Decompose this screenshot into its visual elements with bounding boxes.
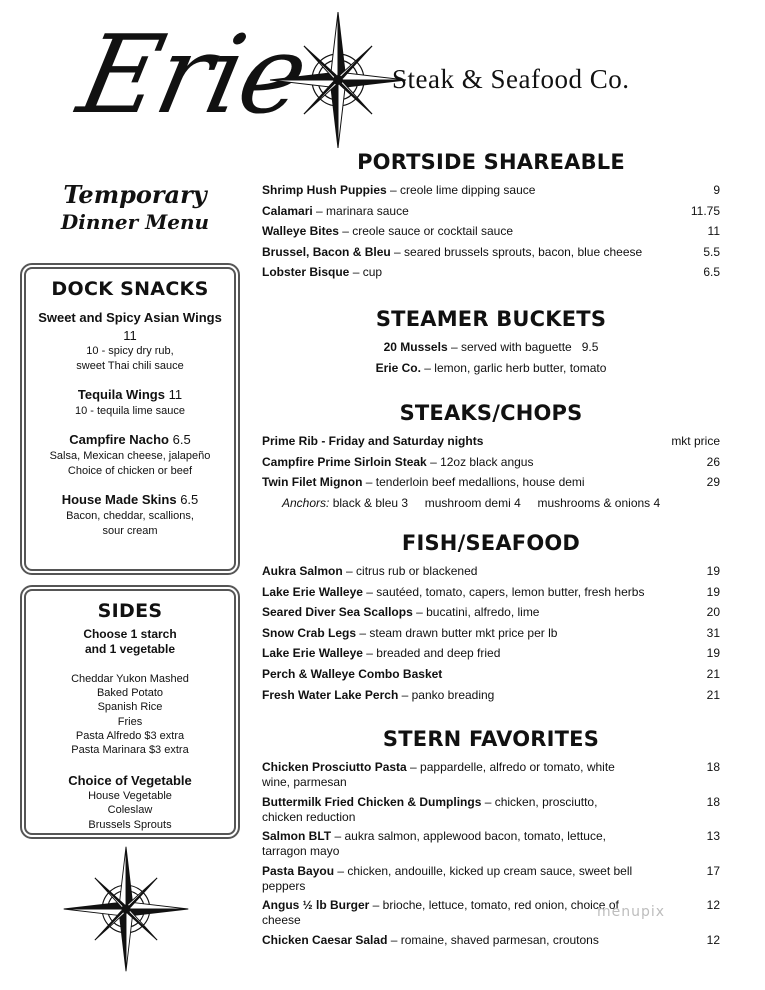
item-price: 19	[706, 646, 720, 661]
menu-row	[262, 434, 720, 449]
menu-row	[262, 455, 720, 470]
starch-item: Baked Potato	[96, 687, 164, 700]
menu-row	[262, 204, 720, 219]
starch-item: Pasta Marinara $3 extra	[71, 744, 189, 757]
menu-row	[262, 795, 720, 825]
menu-subtitle	[40, 180, 230, 235]
fish-section	[262, 531, 720, 708]
item-name: Snow Crab Legs	[262, 625, 357, 640]
menu-row	[262, 265, 720, 280]
item-desc: – chicken, andouille, kicked up cream sauce, sweet bell peppers	[262, 863, 633, 893]
snack-price: 11	[123, 327, 137, 343]
snack-price: 6.5	[180, 491, 199, 507]
menu-row	[262, 340, 720, 355]
item-desc: – panko breading	[398, 687, 495, 702]
item-desc: – marinara sauce	[312, 203, 409, 218]
item-desc: – chicken, prosciutto, chicken reduction	[262, 794, 598, 824]
logo-script-title: Erie	[68, 13, 317, 138]
item-price: 19	[706, 564, 720, 578]
snack-item	[26, 386, 234, 419]
item-price: 21	[706, 687, 720, 702]
sides-title: SIDES	[97, 600, 163, 622]
sides-subtitle-line: Choose 1 starch	[83, 626, 177, 641]
anchors-text: black & bleu 3 mushroom demi 4 mushrooms & onions 4	[329, 495, 661, 510]
snack-desc: 10 - tequila lime sauce	[74, 405, 186, 418]
snack-price: 11	[168, 387, 183, 403]
vegetable-item: Coleslaw	[107, 804, 153, 817]
dock-snacks-title: DOCK SNACKS	[51, 278, 209, 300]
item-name: Angus ½ lb Burger	[262, 898, 370, 912]
menu-row	[262, 688, 720, 703]
watermark-text: menupix	[597, 904, 666, 920]
portside-title: PORTSIDE SHAREABLE	[357, 150, 625, 174]
item-name: Prime Rib - Friday and Saturday nights	[262, 434, 484, 448]
menu-row	[262, 864, 720, 894]
snack-desc: 10 - spicy dry rub,	[86, 345, 174, 358]
vegetable-title: Choice of Vegetable	[68, 772, 192, 788]
snack-price: 6.5	[172, 432, 191, 448]
item-desc: – served with baguette	[447, 340, 572, 354]
snack-desc: Salsa, Mexican cheese, jalapeño	[49, 450, 211, 463]
menu-row	[262, 183, 720, 198]
item-desc: – creole lime dipping sauce	[386, 183, 536, 197]
snack-desc: sweet Thai chili sauce	[76, 360, 184, 373]
menu-row	[262, 224, 720, 239]
item-desc: – breaded and deep fried	[362, 646, 501, 661]
steamer-section	[262, 307, 720, 382]
item-name: Twin Filet Mignon	[262, 475, 363, 490]
stern-title: STERN FAVORITES	[382, 727, 600, 751]
item-desc: – tenderloin beef medallions, house demi	[362, 475, 585, 490]
item-price: 13	[706, 829, 720, 843]
item-price: 11.75	[690, 203, 720, 218]
item-desc: – romaine, shaved parmesan, croutons	[387, 932, 599, 947]
snack-item	[26, 431, 234, 479]
vegetable-item: House Vegetable	[88, 790, 172, 803]
item-desc: – lemon, garlic herb butter, tomato	[420, 361, 607, 375]
sides-box	[20, 585, 240, 839]
item-desc: – pappardelle, alfredo or tomato, white wine, parmesan	[262, 760, 615, 789]
item-price: 9	[713, 183, 720, 197]
item-desc: – bucatini, alfredo, lime	[412, 605, 540, 620]
vegetable-item: Brussels Sprouts	[88, 818, 172, 831]
snack-name: Sweet and Spicy Asian Wings	[38, 309, 222, 325]
item-name: Lake Erie Walleye	[262, 584, 363, 599]
menu-row	[262, 829, 720, 859]
starch-item: Spanish Rice	[97, 701, 163, 714]
sides-subtitle-line: and 1 vegetable	[84, 642, 176, 657]
item-desc: – brioche, lettuce, tomato, red onion, choice of cheese	[262, 898, 619, 927]
menu-row	[262, 605, 720, 620]
item-price: 12	[706, 932, 720, 947]
menu-row	[262, 564, 720, 579]
item-desc: – cup	[349, 265, 383, 280]
item-price: 12	[706, 898, 720, 912]
portside-section	[262, 150, 720, 286]
snack-name-line	[26, 491, 234, 509]
item-name: Brussel, Bacon & Bleu	[262, 244, 391, 259]
item-desc: – citrus rub or blackened	[342, 564, 478, 578]
item-desc: – aukra salmon, applewood bacon, tomato, lettuce, tarragon mayo	[262, 829, 606, 858]
anchors-addons	[262, 496, 720, 511]
item-desc: – sautéed, tomato, capers, lemon butter, fresh herbs	[362, 584, 645, 599]
snack-desc: sour cream	[102, 525, 158, 537]
item-name: Chicken Caesar Salad	[262, 932, 388, 947]
menu-row	[262, 760, 720, 790]
item-name: Walleye Bites	[262, 224, 339, 239]
subtitle-dinner-menu: Dinner Menu	[60, 210, 210, 234]
snack-name: Tequila Wings	[77, 387, 165, 403]
item-price: 20	[706, 605, 720, 620]
item-name: Chicken Prosciutto Pasta	[262, 760, 407, 774]
anchors-label: Anchors:	[282, 495, 330, 510]
item-price: 17	[706, 863, 720, 878]
item-name: Lake Erie Walleye	[262, 646, 363, 661]
item-desc: – seared brussels sprouts, bacon, blue cheese	[390, 244, 643, 259]
menu-row	[262, 933, 720, 948]
item-desc: – creole sauce or cocktail sauce	[338, 224, 514, 239]
snack-name-line	[26, 386, 234, 404]
item-name: Aukra Salmon	[262, 564, 343, 578]
snack-item	[26, 309, 234, 374]
item-price: 18	[706, 794, 720, 809]
menu-row	[262, 626, 720, 641]
item-desc: – steam drawn butter mkt price per lb	[356, 625, 558, 640]
item-price: 21	[706, 666, 720, 681]
item-name: Erie Co.	[375, 361, 421, 375]
item-price: mkt price	[671, 434, 720, 448]
starch-item: Cheddar Yukon Mashed	[71, 672, 189, 685]
item-price: 11	[707, 224, 720, 239]
sides-subtitle	[26, 627, 234, 658]
snack-desc: Choice of chicken or beef	[67, 465, 193, 478]
item-name: Salmon BLT	[262, 829, 332, 843]
snack-name: House Made Skins	[61, 491, 177, 507]
item-name: Seared Diver Sea Scallops	[262, 605, 413, 620]
menu-row	[262, 475, 720, 490]
item-price: 9.5	[581, 340, 599, 354]
item-name: Perch & Walleye Combo Basket	[262, 666, 443, 681]
snack-item	[26, 491, 234, 539]
company-name: Steak & Seafood Co.	[392, 64, 630, 94]
item-name: Campfire Prime Sirloin Steak	[262, 454, 427, 469]
item-price: 19	[706, 584, 720, 599]
item-price: 31	[706, 625, 720, 640]
item-price: 5.5	[703, 244, 720, 259]
snack-name-line	[26, 431, 234, 449]
item-name: Shrimp Hush Puppies	[262, 183, 387, 197]
item-price: 18	[706, 760, 720, 774]
steamer-title: STEAMER BUCKETS	[375, 307, 607, 331]
steaks-section	[262, 401, 720, 511]
item-price: 26	[706, 454, 720, 469]
item-name: Calamari	[262, 203, 313, 218]
snack-desc: Bacon, cheddar, scallions,	[66, 510, 194, 523]
item-name: Lobster Bisque	[262, 265, 350, 280]
compass-rose-icon	[62, 845, 190, 973]
item-price: 29	[706, 475, 720, 490]
menu-row	[262, 361, 720, 376]
menu-row	[262, 667, 720, 682]
item-name: 20 Mussels	[383, 340, 448, 354]
compass-rose-icon	[268, 10, 408, 150]
item-name: Pasta Bayou	[262, 863, 335, 878]
snack-name: Campfire Nacho	[69, 432, 169, 448]
fish-title: FISH/SEAFOOD	[401, 531, 581, 555]
dock-snacks-box	[20, 263, 240, 575]
menu-row	[262, 585, 720, 600]
starch-item: Pasta Alfredo $3 extra	[75, 730, 185, 743]
item-price: 6.5	[703, 265, 720, 280]
item-name: Buttermilk Fried Chicken & Dumplings	[262, 794, 482, 809]
item-desc: – 12oz black angus	[426, 454, 534, 469]
menu-row	[262, 646, 720, 661]
menu-row	[262, 245, 720, 260]
subtitle-temporary: Temporary	[63, 180, 207, 209]
starch-item: Fries	[117, 715, 143, 728]
steaks-title: STEAKS/CHOPS	[399, 401, 583, 425]
item-name: Fresh Water Lake Perch	[262, 687, 399, 702]
